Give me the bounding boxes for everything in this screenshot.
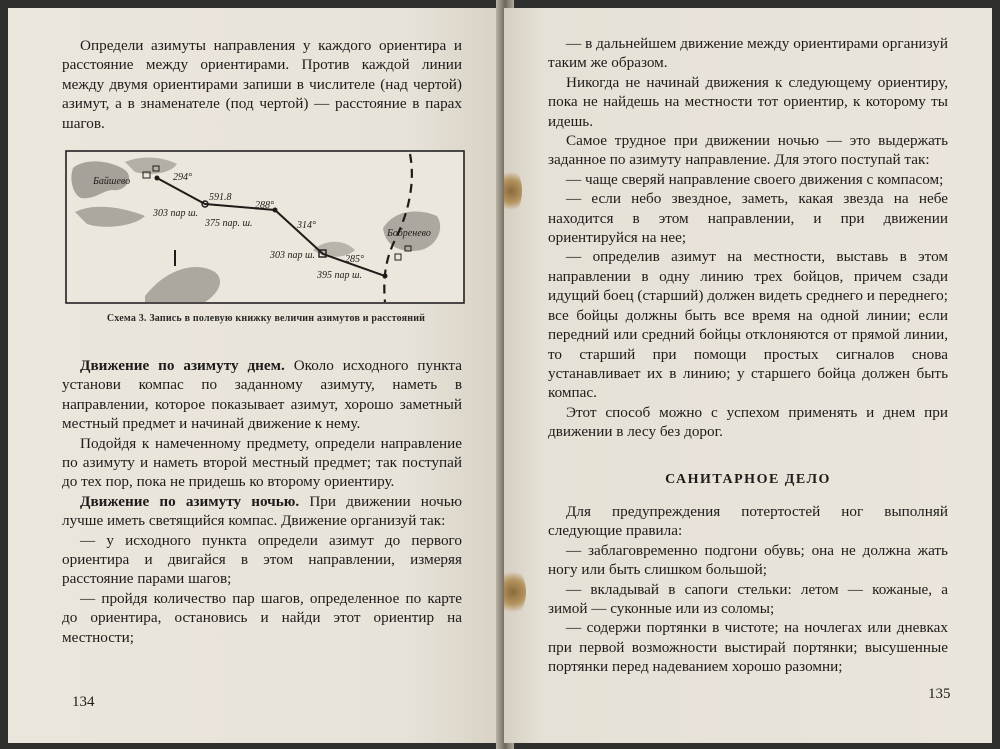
list-item: — если небо звездное, заметь, какая звезда на небе находится в этом направлении, и при движении ориентируйся на нее; bbox=[548, 190, 948, 247]
map-label-distance: 303 пар ш. bbox=[153, 208, 199, 219]
page-stain bbox=[504, 168, 522, 214]
map-label-azimuth: 314° bbox=[297, 220, 316, 231]
right-body bbox=[548, 34, 948, 442]
section-title: Движение по азимуту ночью. bbox=[80, 492, 300, 510]
scheme-caption: Схема 3. Запись в полевую книжку величин азимутов и расстояний bbox=[106, 313, 426, 324]
section-text: Около исходного пункта установи компас по заданному азимуту, наметь в направлении, которое показывает азимут, хорошо заметный местный предмет и начинай движение к нему. bbox=[62, 357, 462, 433]
scheme-map bbox=[65, 150, 465, 304]
paragraph: Никогда не начинай движения к следующему ориентиру, пока не найдешь на местности тот ориентир, к которому ты идешь. bbox=[548, 73, 948, 130]
map-label-point: 591.8 bbox=[209, 192, 232, 203]
left-page bbox=[8, 8, 502, 743]
map-label-village2: Бобренево bbox=[387, 228, 431, 239]
section-heading: САНИТАРНОЕ ДЕЛО bbox=[665, 472, 831, 487]
list-item: — у исходного пункта определи азимут до первого ориентира и двигайся в этом направлении, измеряя расстояние парами шагов; bbox=[62, 531, 462, 588]
section-title: Движение по азимуту днем. bbox=[80, 357, 285, 374]
route-point bbox=[155, 176, 160, 181]
section-day-movement bbox=[62, 356, 462, 434]
para-azimuth-instructions: Определи азимуты направления у каждого ориентира и расстояние между ориентирами. Против каждой линии между двумя ориентирами запиши в числителе (над чертой) азимут, а в знаменателе (под чертой) — расстояние в парах шагов. bbox=[62, 37, 462, 132]
list-item: — в дальнейшем движение между ориентирами организуй таким же образом. bbox=[548, 35, 948, 72]
map-label-distance: 395 пар ш. bbox=[317, 270, 363, 281]
page-number-left: 134 bbox=[72, 694, 95, 710]
map-label-azimuth: 285° bbox=[345, 254, 364, 265]
left-body bbox=[62, 356, 462, 647]
page-stain bbox=[504, 568, 526, 616]
map-label-azimuth: 288° bbox=[255, 200, 274, 211]
map-label-distance: 303 пар ш. bbox=[270, 250, 316, 261]
list-item: — пройдя количество пар шагов, определенное по карте до ориентира, остановись и найди этот ориентир на местности; bbox=[62, 589, 462, 646]
list-item: — определив азимут на местности, выставь в этом направлении в одну линию трех бойцов, причем сзади идущий боец (старший) должен видеть среднего и переднего; все бойцы должны быть все время на одной линии; если передний или средний бойцы отклоняются от прямой линии, то старший при помощи простых сигналов снова устанавливает их в линию; у старшего бойца должен быть компас. bbox=[548, 248, 948, 402]
right-body-2 bbox=[548, 502, 948, 677]
list-item: — содержи портянки в чистоте; на ночлегах или дневках при первой возможности выстирай портянки; высушенные портянки перед надеванием хорошо разомни; bbox=[548, 619, 948, 676]
left-intro bbox=[62, 36, 462, 133]
map-label-village1: Байшево bbox=[93, 176, 131, 187]
paragraph: Этот способ можно с успехом применять и днем при движении в лесу без дорог. bbox=[548, 403, 948, 441]
paragraph: Подойдя к намеченному предмету, определи направление по азимуту и наметь второй местный предмет; так поступай до тех пор, пока не придешь ко второму ориентиру. bbox=[62, 434, 462, 491]
paragraph: Для предупреждения потертостей ног выполняй следующие правила: bbox=[548, 503, 948, 540]
map-label-azimuth: 294° bbox=[173, 172, 192, 183]
page-number-right: 135 bbox=[928, 686, 951, 702]
list-item: — вкладывай в сапоги стельки: летом — кожаные, а зимой — суконные или из соломы; bbox=[548, 580, 948, 618]
map-label-distance: 375 пар. ш. bbox=[205, 218, 253, 229]
list-item: — заблаговременно подгони обувь; она не должна жать ногу или быть слишком большой; bbox=[548, 541, 948, 579]
list-item: — чаще сверяй направление своего движения с компасом; bbox=[566, 170, 944, 188]
route-point bbox=[383, 274, 388, 279]
section-night-movement bbox=[62, 492, 462, 531]
paragraph: Самое трудное при движении ночью — это выдержать заданное по азимуту направление. Для этого поступай так: bbox=[548, 132, 948, 169]
right-page bbox=[504, 8, 992, 743]
section-text: При движении ночью лучше иметь светящийся компас. Движение организуй так: bbox=[62, 492, 463, 530]
